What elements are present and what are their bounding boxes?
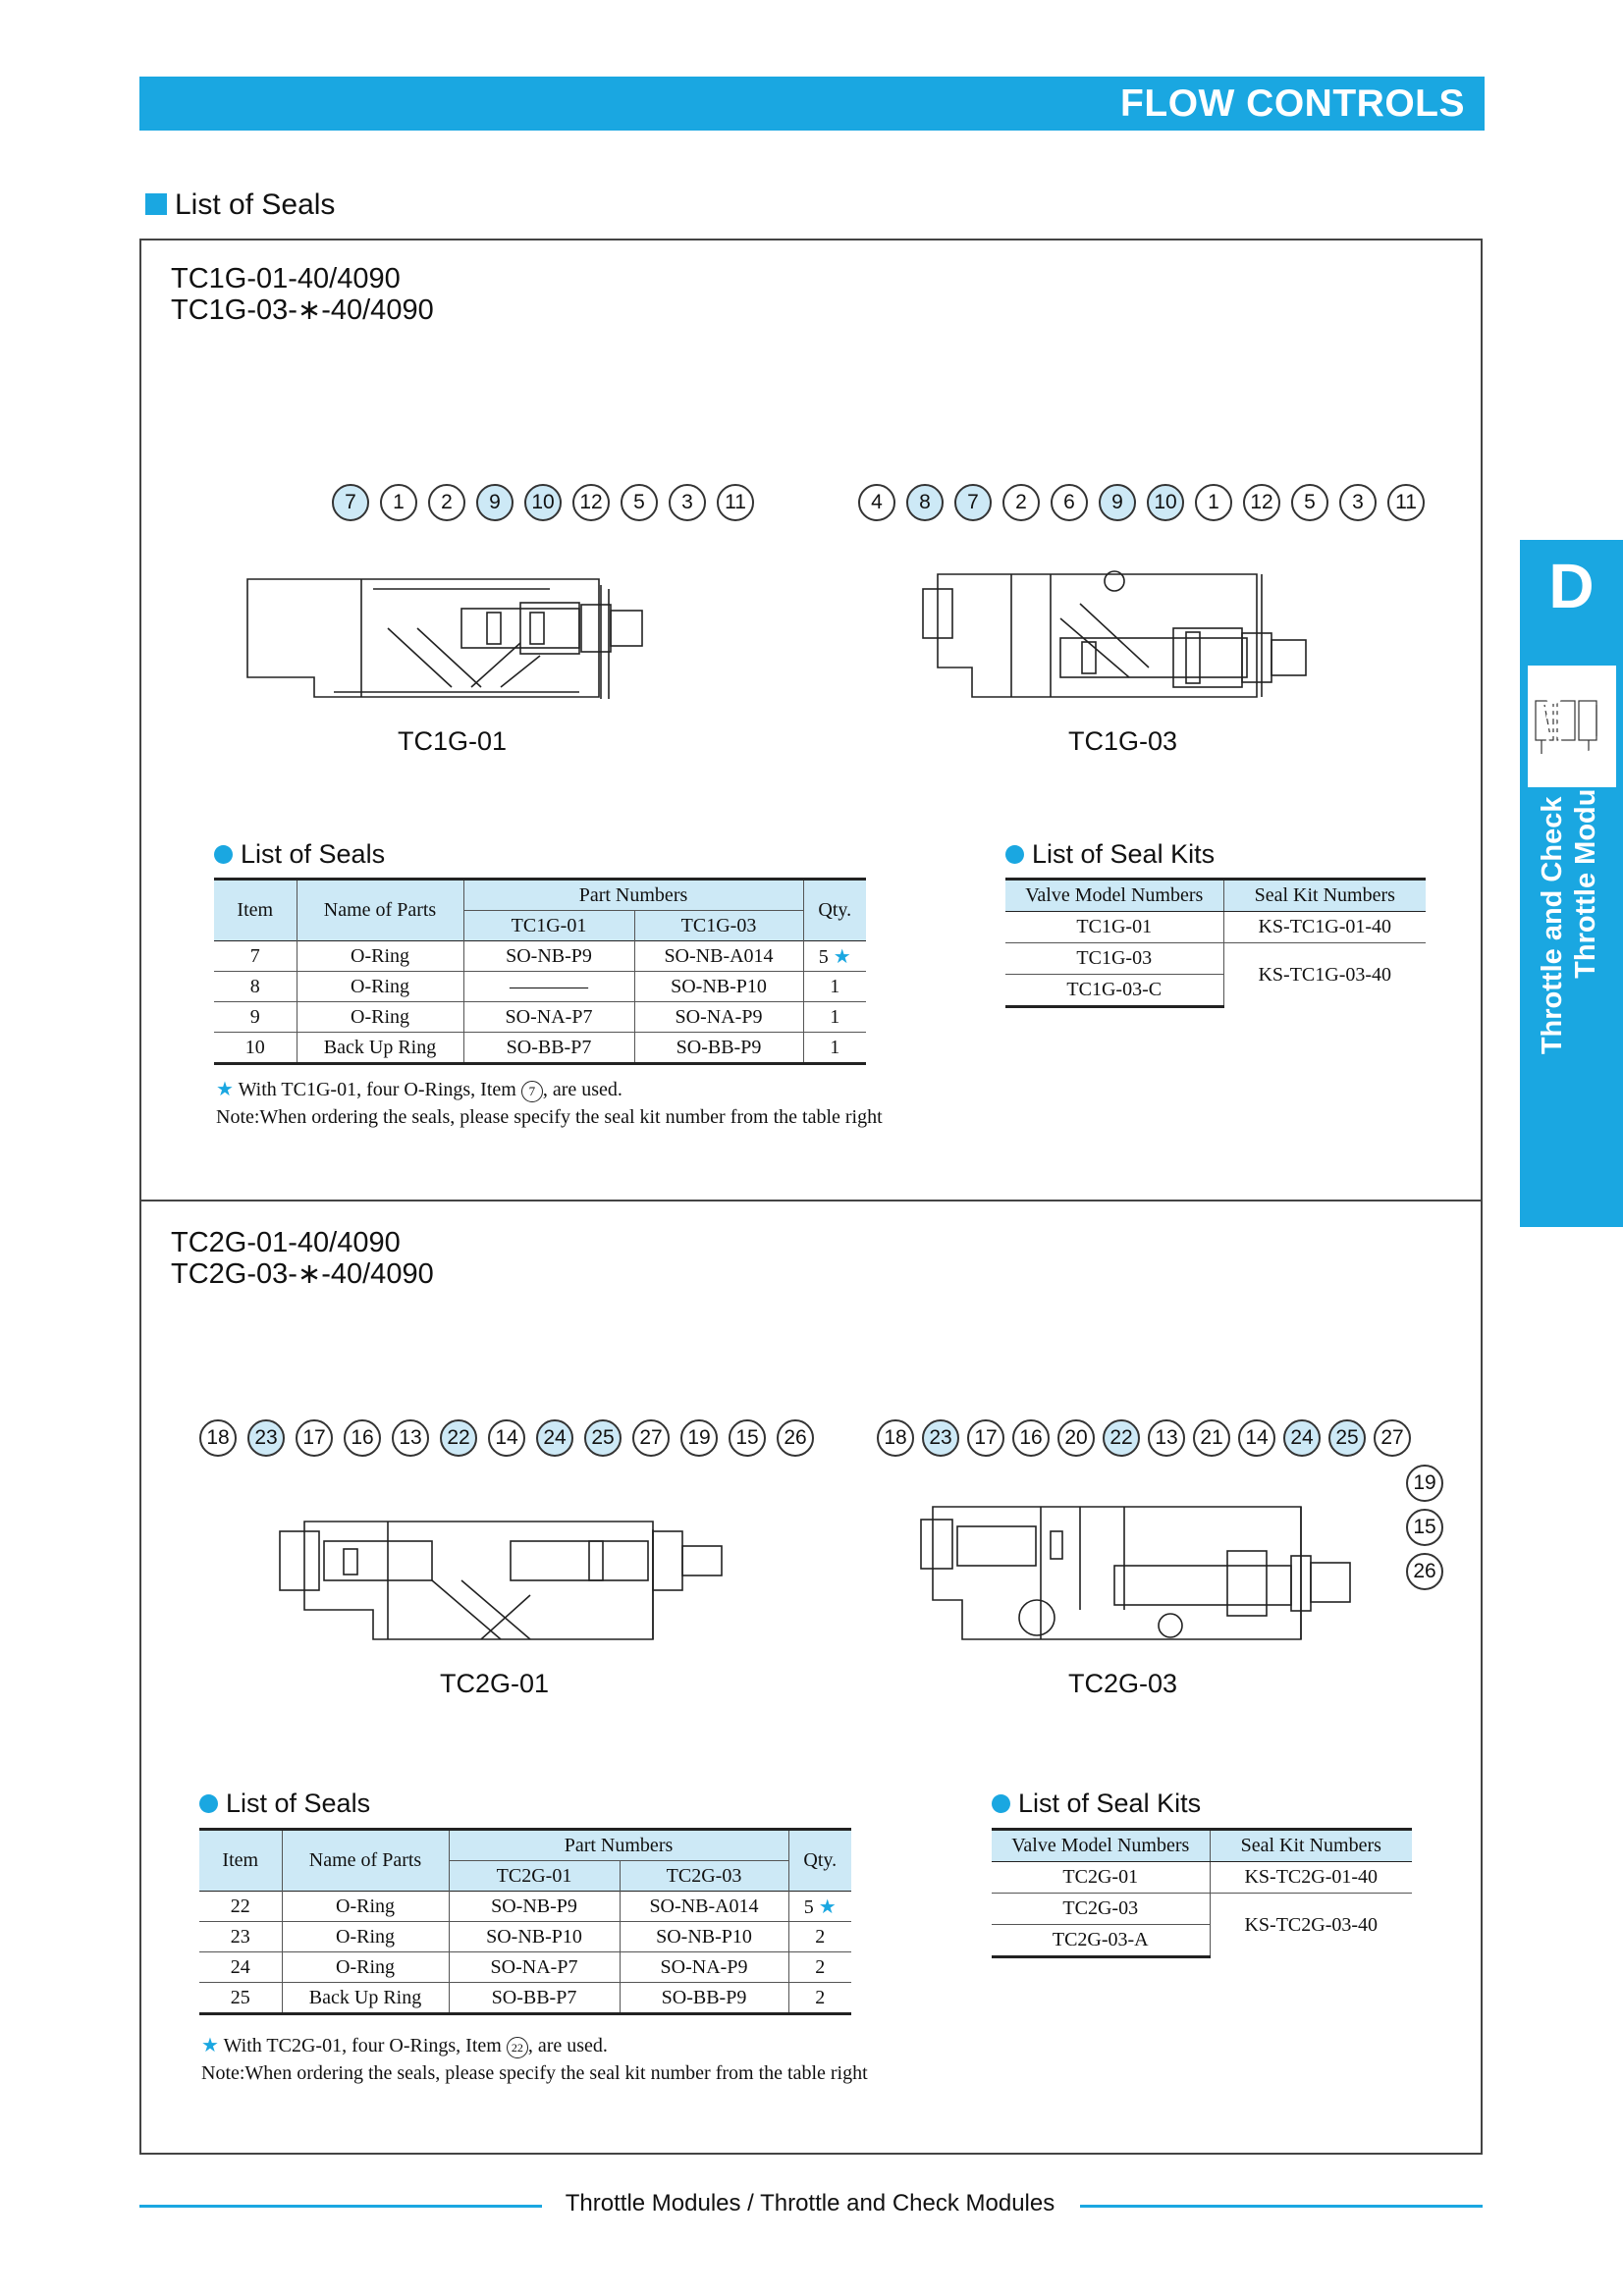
callout-25: 25 (1328, 1419, 1366, 1457)
table-row: 22 O-Ring SO-NB-P9 SO-NB-A014 5 ★ (199, 1892, 851, 1922)
footer-line-right (1080, 2205, 1483, 2208)
header-item: Item (199, 1830, 282, 1892)
block-divider (139, 1200, 1483, 1201)
callout-17: 17 (967, 1419, 1004, 1457)
table-row: 10 Back Up Ring SO-BB-P7 SO-BB-P9 1 (214, 1033, 866, 1064)
item-circle: 7 (521, 1081, 543, 1102)
callout-13: 13 (392, 1419, 429, 1457)
callout-17: 17 (296, 1419, 333, 1457)
tc2g-03-diagram (913, 1492, 1375, 1649)
callout-12: 12 (1243, 484, 1280, 521)
header-item: Item (214, 880, 297, 941)
callout-2: 2 (1002, 484, 1040, 521)
side-tab-text: Throttle and Check Modules Throttle Modules (1537, 672, 1601, 1055)
table-row: 23 O-Ring SO-NB-P10 SO-NB-P10 2 (199, 1922, 851, 1952)
table-row: 8 O-Ring ———— SO-NB-P10 1 (214, 972, 866, 1002)
header-name-of-parts: Name of Parts (282, 1830, 449, 1892)
block2-model-numbers (171, 1227, 434, 1290)
table-row: TC1G-01 KS-TC1G-01-40 (1005, 912, 1426, 943)
block1-notes: ★ With TC1G-01, four O-Rings, Item 7 , are used. Note:When ordering the seals, please specify the seal kit number from the table right (216, 1079, 883, 1128)
callout-24: 24 (1283, 1419, 1321, 1457)
bullet-dot-icon (199, 1794, 218, 1813)
callout-23: 23 (922, 1419, 959, 1457)
block1-seals-table (214, 878, 866, 1065)
header-valve-model: Valve Model Numbers (1005, 880, 1223, 912)
header-model-2: TC2G-03 (620, 1861, 788, 1892)
callout-20: 20 (1057, 1419, 1095, 1457)
table-row: 24 O-Ring SO-NA-P7 SO-NA-P9 2 (199, 1952, 851, 1983)
block2-kits-table (992, 1828, 1412, 1958)
block2-left-diagram-label: TC2G-01 (440, 1669, 550, 1698)
callout-5: 5 (1291, 484, 1328, 521)
callout-3: 3 (1339, 484, 1377, 521)
callout-19: 19 (1406, 1465, 1443, 1502)
block1-kits-title: List of Seal Kits (1005, 839, 1215, 870)
block1-model-line2: TC1G-03-∗-40/4090 (171, 294, 434, 326)
header-qty: Qty. (788, 1830, 851, 1892)
callout-25: 25 (584, 1419, 622, 1457)
block1-seals-title: List of Seals (214, 839, 385, 870)
table-row: 25 Back Up Ring SO-BB-P7 SO-BB-P9 2 (199, 1983, 851, 2014)
callout-27: 27 (632, 1419, 670, 1457)
header-model-2: TC1G-03 (634, 911, 803, 941)
callout-16: 16 (344, 1419, 381, 1457)
callout-24: 24 (536, 1419, 573, 1457)
callout-14: 14 (1238, 1419, 1275, 1457)
block1-model-numbers (171, 263, 434, 326)
callout-1: 1 (380, 484, 417, 521)
callout-22: 22 (440, 1419, 477, 1457)
block2-right-diagram-label: TC2G-03 (1068, 1669, 1178, 1698)
callout-11: 11 (717, 484, 754, 521)
block1-kits-table (1005, 878, 1426, 1008)
item-circle: 22 (507, 2037, 528, 2058)
callout-18: 18 (199, 1419, 237, 1457)
callout-18: 18 (877, 1419, 914, 1457)
header-title: FLOW CONTROLS (1120, 82, 1465, 125)
block1-left-diagram-label: TC1G-01 (398, 726, 508, 756)
table-row: TC2G-01 KS-TC2G-01-40 (992, 1862, 1412, 1894)
header-valve-model: Valve Model Numbers (992, 1830, 1210, 1862)
table-row: 7 O-Ring SO-NB-P9 SO-NB-A014 5 ★ (214, 941, 866, 972)
callout-11: 11 (1387, 484, 1425, 521)
callout-1: 1 (1195, 484, 1232, 521)
table-row: 9 O-Ring SO-NA-P7 SO-NA-P9 1 (214, 1002, 866, 1033)
star-icon: ★ (818, 1896, 837, 1918)
callout-23: 23 (247, 1419, 285, 1457)
header-name-of-parts: Name of Parts (297, 880, 463, 941)
block2-kits-title: List of Seal Kits (992, 1789, 1201, 1819)
star-icon: ★ (833, 945, 851, 968)
tc2g-01-diagram (265, 1502, 736, 1659)
table-row: TC1G-03 KS-TC1G-03-40 (1005, 943, 1426, 975)
callout-2: 2 (428, 484, 465, 521)
side-tab-letter: D (1548, 551, 1595, 621)
callout-27: 27 (1374, 1419, 1411, 1457)
callout-10: 10 (1147, 484, 1184, 521)
block2-notes: ★ With TC2G-01, four O-Rings, Item 22 , are used. Note:When ordering the seals, please specify the seal kit number from the table right (201, 2035, 868, 2084)
callout-9: 9 (1099, 484, 1136, 521)
callout-7: 7 (332, 484, 369, 521)
header-qty: Qty. (803, 880, 866, 941)
footer-text: Throttle Modules / Throttle and Check Modules (565, 2190, 1055, 2216)
section-title: List of Seals (145, 188, 335, 222)
block1-model-line1: TC1G-01-40/4090 (171, 263, 401, 294)
callout-12: 12 (572, 484, 610, 521)
callout-8: 8 (906, 484, 944, 521)
header-part-numbers: Part Numbers (463, 880, 803, 911)
tc1g-01-diagram (236, 530, 648, 707)
block2-model-line2: TC2G-03-∗-40/4090 (171, 1258, 434, 1290)
header-model-1: TC2G-01 (449, 1861, 620, 1892)
header-seal-kit: Seal Kit Numbers (1223, 880, 1426, 912)
table-row: TC2G-03-A (992, 1925, 1412, 1957)
callout-21: 21 (1193, 1419, 1230, 1457)
tc1g-03-diagram (913, 550, 1325, 707)
bullet-dot-icon (992, 1794, 1010, 1813)
callout-9: 9 (476, 484, 514, 521)
block1-right-diagram-label: TC1G-03 (1068, 726, 1178, 756)
star-icon: ★ (216, 1079, 234, 1100)
bullet-dot-icon (214, 845, 233, 864)
block2-seals-title: List of Seals (199, 1789, 370, 1819)
callout-10: 10 (524, 484, 562, 521)
footer-line-left (139, 2205, 542, 2208)
callout-22: 22 (1103, 1419, 1140, 1457)
star-icon: ★ (201, 2035, 219, 2056)
callout-3: 3 (669, 484, 706, 521)
callout-15: 15 (1406, 1509, 1443, 1546)
callout-16: 16 (1012, 1419, 1050, 1457)
callout-13: 13 (1148, 1419, 1185, 1457)
header-seal-kit: Seal Kit Numbers (1210, 1830, 1412, 1862)
header-bar (139, 77, 1485, 131)
callout-19: 19 (680, 1419, 718, 1457)
header-part-numbers: Part Numbers (449, 1830, 788, 1861)
block2-right-side-callouts (1406, 1465, 1445, 1602)
block2-model-line1: TC2G-01-40/4090 (171, 1227, 401, 1258)
callout-14: 14 (488, 1419, 525, 1457)
callout-26: 26 (777, 1419, 814, 1457)
callout-4: 4 (858, 484, 895, 521)
block2-seals-table (199, 1828, 851, 2015)
table-row: TC1G-03-C (1005, 975, 1426, 1007)
callout-6: 6 (1051, 484, 1088, 521)
callout-15: 15 (729, 1419, 766, 1457)
bullet-dot-icon (1005, 845, 1024, 864)
table-row: TC2G-03 KS-TC2G-03-40 (992, 1894, 1412, 1925)
callout-5: 5 (621, 484, 658, 521)
callout-7: 7 (954, 484, 992, 521)
callout-26: 26 (1406, 1553, 1443, 1590)
square-bullet-icon (145, 193, 167, 215)
header-model-1: TC1G-01 (463, 911, 634, 941)
